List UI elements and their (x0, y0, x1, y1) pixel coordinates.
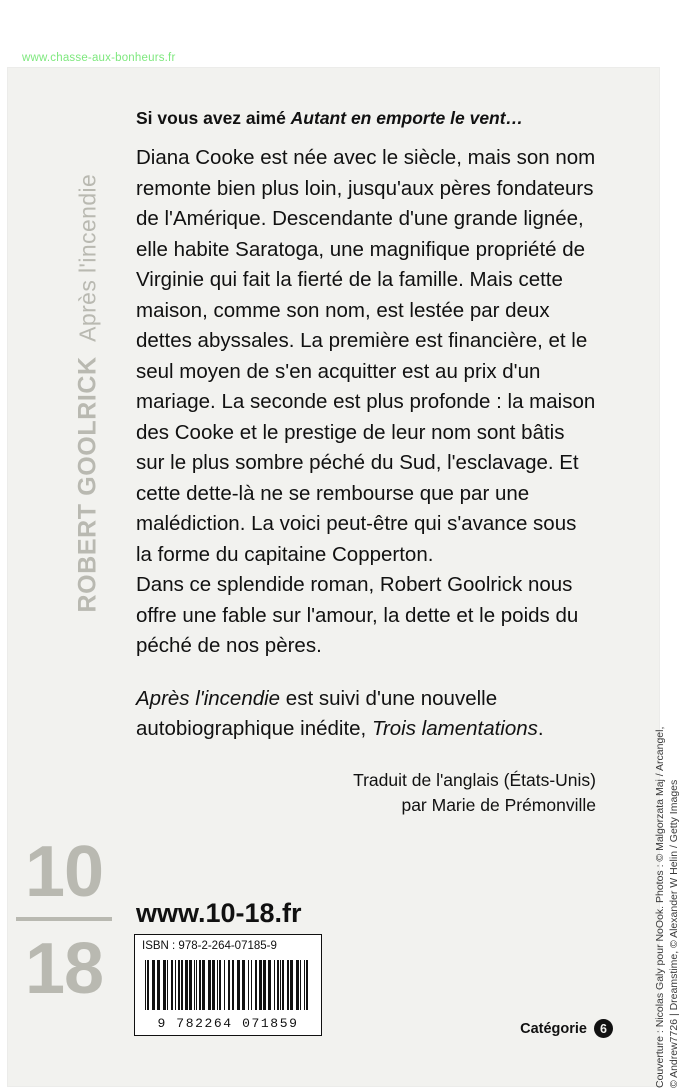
category-value: 6 (594, 1019, 613, 1038)
isbn-text: ISBN : 978-2-264-07185-9 (142, 940, 277, 952)
logo-number-bottom: 18 (24, 929, 104, 1009)
blurb-paragraph-2: Dans ce splendide roman, Robert Goolrick nous offre une fable sur l'amour, la dette et le poids du péché de nos pères. (136, 573, 579, 657)
barcode-block (134, 934, 322, 1036)
translator-line-1: Traduit de l'anglais (États-Unis) (353, 769, 596, 790)
teaser-prefix: Si vous avez aimé (136, 108, 291, 128)
translator-credit (136, 768, 596, 818)
blurb-paragraph-1: Diana Cooke est née avec le siècle, mais son nom remonte bien plus loin, jusqu'aux pères fondateurs de l'Amérique. Descendante d'une grande lignée, elle habite Saratoga, une magnifique propriété de Virginie qui fait la fierté de la famille. Mais cette maison, comme son nom, est lestée par deux dettes abyssales. La première est financière, et le seul moyen de s'en acquitter est au prix d'un mariage. La seconde est plus profonde : la maison des Cooke et le prestige de leur nom sont bâtis sur le plus sombre péché du Sud, l'esclavage. Et cette dette-là ne se rembourse que par une malédiction. La voici peut-être qui s'avance sous la forme du capitaine Copperton. (136, 146, 596, 566)
back-cover-text-column (136, 108, 596, 818)
companion-note (136, 684, 596, 744)
note-italic-title-2: Trois lamentations (371, 716, 538, 740)
logo-number-top: 10 (24, 832, 104, 912)
spine-text-block (74, 133, 103, 613)
spine-title: Après l'incendie (74, 173, 101, 342)
spine-author: ROBERT GOOLRICK (73, 356, 102, 613)
cover-panel (8, 68, 680, 1088)
note-italic-title-1: Après l'incendie (136, 686, 281, 710)
publisher-logo (16, 830, 112, 1018)
note-end-text: . (537, 716, 544, 740)
credits-line-1: Couverture : Nicolas Galy pour NoOok. Photos : © Malgorzata Maj / Arcangel, (654, 726, 666, 1088)
ean-number: 9 782264 071859 (157, 1016, 299, 1031)
note-middle-text: est suivi d'une nouvelle autobiographique inédite, (136, 686, 498, 740)
category-badge (520, 1019, 613, 1038)
teaser-line (136, 108, 596, 129)
teaser-italic-title: Autant en emporte le vent… (290, 108, 524, 128)
blurb-block (136, 143, 596, 662)
translator-line-2: par Marie de Prémonville (401, 794, 596, 815)
publisher-website[interactable]: www.10-18.fr (136, 898, 302, 928)
credits-line-2: © Andrew7726 | Dreamstime, © Alexander W Helin / Getty Images (668, 779, 680, 1088)
site-watermark: www.chasse-aux-bonheurs.fr (22, 52, 176, 64)
barcode-bars (145, 960, 313, 1010)
category-label: Catégorie (520, 1020, 587, 1037)
cover-credits (653, 628, 681, 1088)
logo-divider (16, 917, 112, 921)
